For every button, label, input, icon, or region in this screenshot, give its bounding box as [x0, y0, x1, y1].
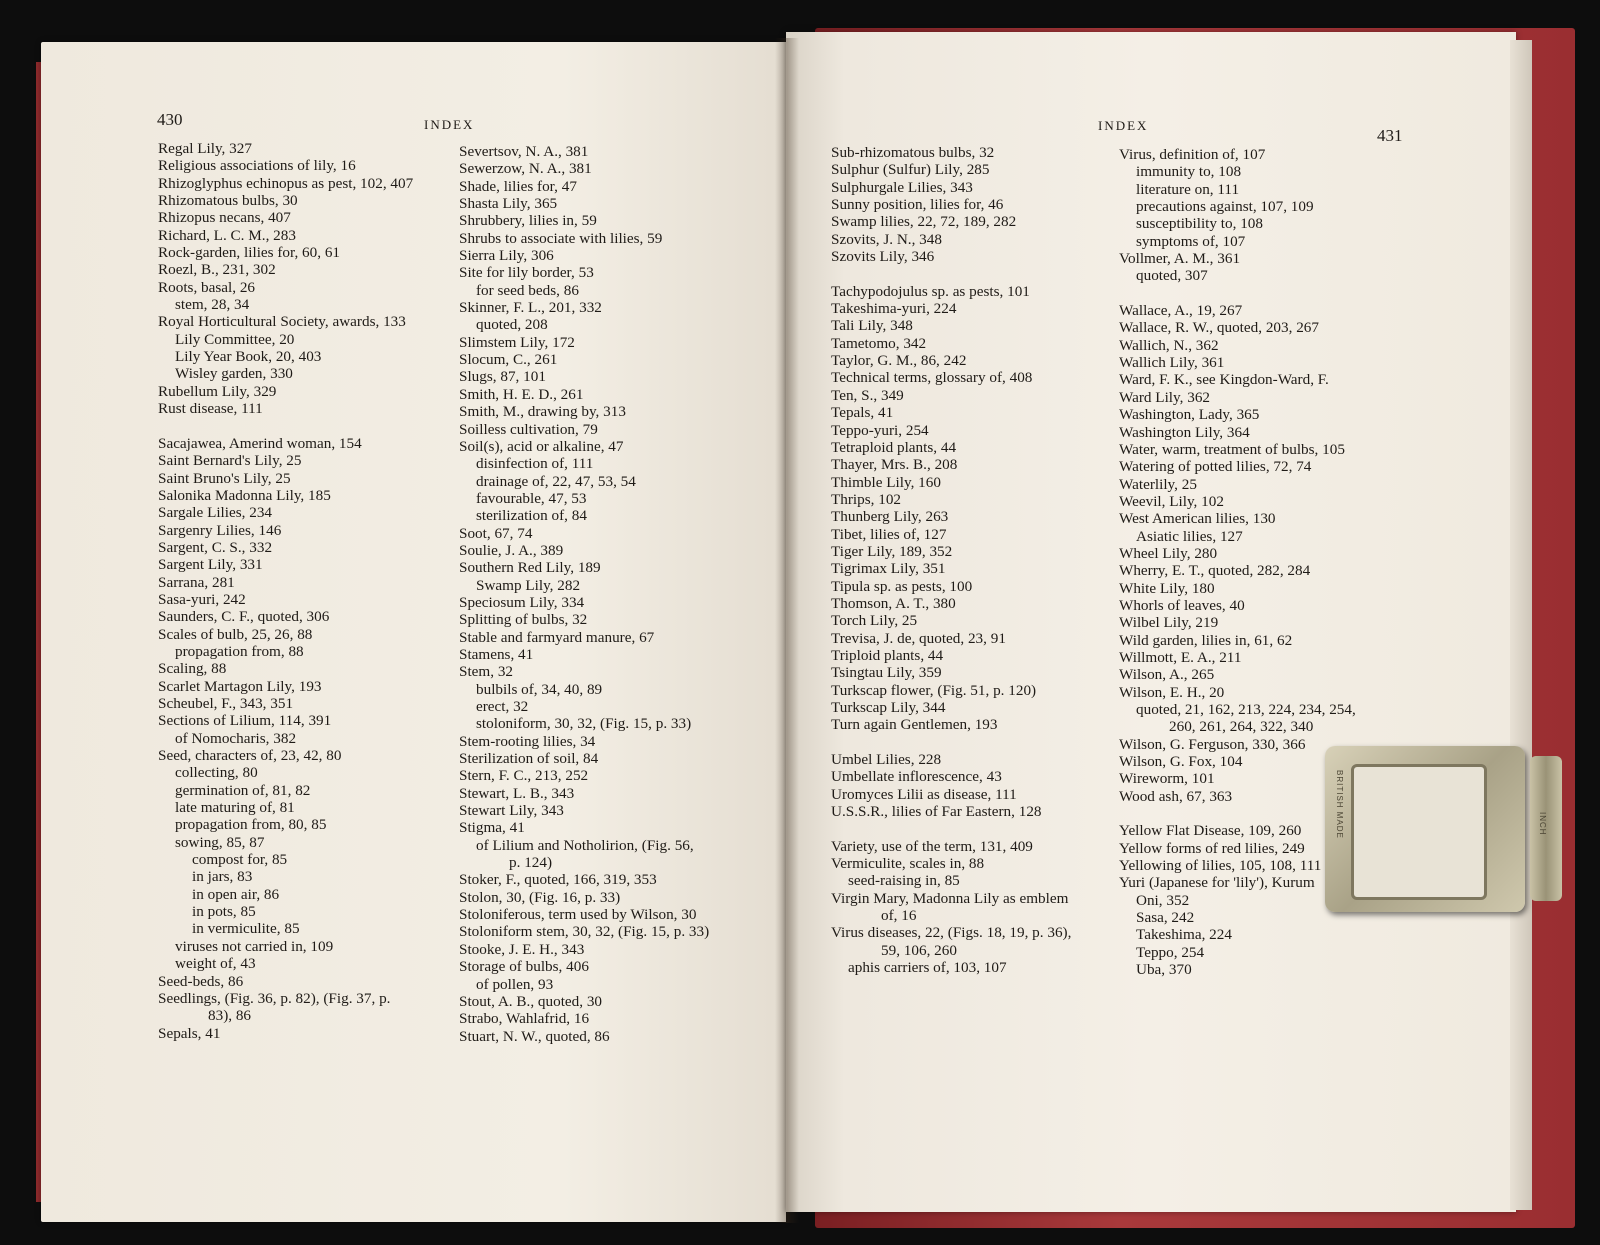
index-entry: Ward, F. K., see Kingdon-Ward, F.: [1119, 371, 1329, 389]
index-entry: germination of, 81, 82: [175, 781, 311, 799]
index-entry: immunity to, 108: [1136, 163, 1242, 181]
index-entry: Severtsov, N. A., 381: [459, 143, 589, 160]
index-entry: Turkscap Lily, 344: [831, 699, 946, 716]
index-entry: weight of, 43: [175, 955, 256, 973]
index-entry: Stable and farmyard manure, 67: [459, 628, 655, 646]
index-entry: Sierra Lily, 306: [459, 247, 554, 265]
index-entry: drainage of, 22, 47, 53, 54: [476, 472, 636, 490]
index-entry: Wild garden, lilies in, 61, 62: [1119, 631, 1293, 649]
index-entry: Stern, F. C., 213, 252: [459, 767, 589, 785]
page-number: 430: [157, 110, 183, 129]
index-entry: Stooke, J. E. H., 343: [459, 940, 585, 958]
index-entry: Tachypodojulus sp. as pests, 101: [831, 282, 1030, 300]
index-entry: Uba, 370: [1136, 961, 1192, 979]
index-entry: Sargenry Lilies, 146: [158, 521, 282, 539]
index-entry: Stoker, F., quoted, 166, 319, 353: [459, 871, 657, 889]
index-entry: Wilson, E. H., 20: [1119, 683, 1225, 701]
index-entry: Rhizoglyphus echinopus as pest, 102, 407: [158, 174, 414, 192]
index-entry: Wilson, G. Ferguson, 330, 366: [1119, 735, 1306, 753]
index-entry: Washington, Lady, 365: [1119, 406, 1260, 424]
index-entry: Scheubel, F., 343, 351: [158, 695, 294, 712]
index-entry: symptoms of, 107: [1136, 232, 1246, 250]
index-entry: Sacajawea, Amerind woman, 154: [158, 434, 362, 452]
index-entry: Szovits, J. N., 348: [831, 230, 942, 248]
index-entry: Teppo-yuri, 254: [831, 421, 929, 439]
index-entry: Stuart, N. W., quoted, 86: [459, 1027, 610, 1045]
index-entry: Yellow Flat Disease, 109, 260: [1119, 822, 1302, 840]
index-entry: disinfection of, 111: [476, 455, 594, 473]
index-entry: Smith, M., drawing by, 313: [459, 403, 626, 421]
index-entry: Shasta Lily, 365: [459, 195, 558, 213]
index-entry: Technical terms, glossary of, 408: [831, 369, 1033, 387]
index-entry: aphis carriers of, 103, 107: [848, 959, 1007, 977]
index-entry: quoted, 21, 162, 213, 224, 234, 254,: [1136, 701, 1356, 718]
index-entry: of pollen, 93: [476, 975, 554, 993]
index-entry: Scarlet Martagon Lily, 193: [158, 677, 322, 695]
loupe-hinge: [1530, 756, 1562, 901]
index-entry: in vermiculite, 85: [192, 920, 300, 938]
index-entry: Tsingtau Lily, 359: [831, 664, 942, 682]
index-column: [831, 144, 1071, 977]
running-head: INDEX: [1098, 118, 1149, 133]
index-entry: bulbils of, 34, 40, 89: [476, 680, 603, 698]
index-entry: Swamp lilies, 22, 72, 189, 282: [831, 213, 1017, 231]
index-entry: Sargale Lilies, 234: [158, 504, 273, 522]
index-entry: Southern Red Lily, 189: [459, 559, 601, 577]
right-page: [786, 32, 1516, 1212]
index-entry: Wisley garden, 330: [175, 365, 293, 383]
index-entry: Ten, S., 349: [831, 386, 904, 404]
index-entry: Uromyces Lilii as disease, 111: [831, 785, 1017, 803]
index-entry: Scales of bulb, 25, 26, 88: [158, 625, 313, 643]
index-entry: Sterilization of soil, 84: [459, 750, 599, 768]
index-entry: Water, warm, treatment of bulbs, 105: [1119, 440, 1345, 458]
index-entry: propagation from, 80, 85: [175, 816, 327, 834]
index-entry: quoted, 307: [1136, 267, 1208, 285]
index-entry: Virus, definition of, 107: [1119, 146, 1266, 163]
index-entry: Sulphurgale Lilies, 343: [831, 178, 973, 196]
index-entry: Slugs, 87, 101: [459, 368, 546, 386]
index-entry: Lily Committee, 20: [175, 330, 295, 348]
index-entry: Shrubbery, lilies in, 59: [459, 212, 597, 230]
index-entry: Saint Bernard's Lily, 25: [158, 452, 302, 470]
index-entry: Rhizomatous bulbs, 30: [158, 192, 298, 210]
index-entry: Rock-garden, lilies for, 60, 61: [158, 244, 341, 262]
index-entry: Tipula sp. as pests, 100: [831, 577, 973, 595]
index-entry: Tametomo, 342: [831, 334, 927, 352]
index-entry: Thimble Lily, 160: [831, 473, 941, 491]
index-entry: White Lily, 180: [1119, 579, 1215, 597]
index-entry: Shrubs to associate with lilies, 59: [459, 229, 663, 247]
index-entry: Tepals, 41: [831, 404, 894, 422]
index-entry: Wallich Lily, 361: [1119, 354, 1225, 372]
index-entry: Lily Year Book, 20, 403: [175, 348, 322, 366]
index-entry: Strabo, Wahlafrid, 16: [459, 1010, 590, 1028]
index-entry: Thomson, A. T., 380: [831, 594, 956, 612]
index-entry: Seed-beds, 86: [158, 972, 244, 990]
index-entry: Saint Bruno's Lily, 25: [158, 469, 291, 487]
index-entry: Asiatic lilies, 127: [1136, 527, 1243, 545]
index-entry: Salonika Madonna Lily, 185: [158, 486, 331, 504]
index-entry: Sarrana, 281: [158, 573, 235, 591]
index-gap: [1119, 805, 1356, 822]
index-entry: sowing, 85, 87: [175, 833, 265, 851]
index-entry: Sargent Lily, 331: [158, 556, 263, 574]
index-entry: Umbel Lilies, 228: [831, 751, 942, 769]
index-entry: quoted, 208: [476, 316, 548, 334]
index-entry: Stewart Lily, 343: [459, 802, 564, 820]
index-entry: Stem-rooting lilies, 34: [459, 732, 596, 750]
index-entry: Splitting of bulbs, 32: [459, 611, 588, 629]
index-entry: Wherry, E. T., quoted, 282, 284: [1119, 562, 1311, 580]
index-entry: Vollmer, A. M., 361: [1119, 250, 1241, 268]
index-entry: West American lilies, 130: [1119, 510, 1276, 528]
loupe-hinge-label: INCH: [1538, 812, 1547, 836]
index-entry: p. 124): [509, 854, 553, 872]
index-entry: Torch Lily, 25: [831, 612, 918, 630]
index-entry: Wallace, A., 19, 267: [1119, 302, 1243, 320]
index-entry: Slocum, C., 261: [459, 351, 558, 369]
index-entry: Oni, 352: [1136, 891, 1190, 909]
index-entry: Sasa-yuri, 242: [158, 590, 246, 608]
index-column: [158, 140, 413, 1042]
index-entry: of Lilium and Notholirion, (Fig. 56,: [476, 836, 694, 854]
index-gap: [158, 418, 413, 435]
index-entry: Stoloniferous, term used by Wilson, 30: [459, 906, 697, 924]
index-entry: Thrips, 102: [831, 490, 902, 508]
index-entry: Tetraploid plants, 44: [831, 438, 957, 456]
index-entry: Sections of Lilium, 114, 391: [158, 712, 332, 730]
index-entry: Richard, L. C. M., 283: [158, 226, 296, 244]
index-entry: Waterlily, 25: [1119, 475, 1197, 493]
index-entry: Sunny position, lilies for, 46: [831, 196, 1004, 214]
index-entry: Thayer, Mrs. B., 208: [831, 456, 958, 474]
index-entry: Wallich, N., 362: [1119, 336, 1219, 354]
index-entry: Sulphur (Sulfur) Lily, 285: [831, 161, 990, 179]
index-column: [1119, 146, 1356, 979]
index-entry: Sepals, 41: [158, 1024, 221, 1042]
index-entry: Smith, H. E. D., 261: [459, 385, 584, 403]
index-entry: sterilization of, 84: [476, 507, 587, 525]
index-entry: Regal Lily, 327: [158, 140, 252, 157]
index-entry: Umbellate inflorescence, 43: [831, 768, 1002, 786]
book-gutter: [775, 38, 799, 1223]
magnifier-loupe: [1325, 746, 1525, 912]
index-entry: stoloniform, 30, 32, (Fig. 15, p. 33): [476, 715, 692, 733]
index-entry: Wheel Lily, 280: [1119, 544, 1218, 562]
index-gap: [831, 734, 1071, 751]
index-entry: Tiger Lily, 189, 352: [831, 542, 953, 560]
index-entry: Stigma, 41: [459, 819, 525, 837]
index-gap: [831, 820, 1071, 837]
index-entry: Seed, characters of, 23, 42, 80: [158, 747, 342, 765]
index-entry: Speciosum Lily, 334: [459, 593, 585, 611]
index-entry: Religious associations of lily, 16: [158, 157, 356, 175]
index-entry: Royal Horticultural Society, awards, 133: [158, 313, 406, 331]
index-entry: Swamp Lily, 282: [476, 576, 581, 594]
index-entry: Vermiculite, scales in, 88: [831, 855, 985, 873]
index-entry: Yellowing of lilies, 105, 108, 111: [1119, 857, 1322, 875]
index-entry: Stamens, 41: [459, 645, 534, 663]
index-entry: Storage of bulbs, 406: [459, 958, 589, 976]
index-entry: Stolon, 30, (Fig. 16, p. 33): [459, 888, 621, 906]
index-entry: Szovits Lily, 346: [831, 248, 935, 266]
index-entry: Wallace, R. W., quoted, 203, 267: [1119, 319, 1319, 337]
index-entry: Washington Lily, 364: [1119, 423, 1250, 441]
index-entry: Shade, lilies for, 47: [459, 177, 577, 195]
index-entry: stem, 28, 34: [175, 296, 250, 314]
index-entry: Roots, basal, 26: [158, 278, 256, 296]
index-entry: Sargent, C. S., 332: [158, 538, 273, 556]
index-entry: Saunders, C. F., quoted, 306: [158, 608, 330, 626]
index-entry: erect, 32: [476, 698, 529, 715]
index-entry: Willmott, E. A., 211: [1119, 648, 1242, 666]
index-entry: Seedlings, (Fig. 36, p. 82), (Fig. 37, p.: [158, 989, 391, 1007]
index-entry: Tigrimax Lily, 351: [831, 560, 946, 578]
index-entry: of, 16: [881, 907, 917, 925]
index-entry: Thunberg Lily, 263: [831, 508, 949, 526]
index-entry: precautions against, 107, 109: [1136, 198, 1314, 216]
index-entry: Watering of potted lilies, 72, 74: [1119, 458, 1312, 476]
page-edges: [1510, 40, 1532, 1210]
index-entry: Whorls of leaves, 40: [1119, 596, 1245, 614]
index-entry: Sub-rhizomatous bulbs, 32: [831, 144, 995, 161]
index-entry: Rust disease, 111: [158, 400, 263, 418]
index-entry: compost for, 85: [192, 851, 288, 869]
index-entry: Variety, use of the term, 131, 409: [831, 837, 1033, 855]
index-entry: Soil(s), acid or alkaline, 47: [459, 437, 624, 455]
index-entry: Virgin Mary, Madonna Lily as emblem: [831, 889, 1069, 907]
index-entry: Yuri (Japanese for 'lily'), Kurum: [1119, 874, 1315, 892]
index-entry: Takeshima, 224: [1136, 926, 1232, 944]
index-entry: collecting, 80: [175, 764, 258, 782]
index-entry: Sasa, 242: [1136, 909, 1195, 927]
index-entry: Triploid plants, 44: [831, 646, 944, 664]
index-entry: Teppo, 254: [1136, 943, 1205, 961]
index-column: [459, 143, 709, 1045]
loupe-label: BRITISH MADE: [1335, 770, 1344, 839]
index-entry: Weevil, Lily, 102: [1119, 492, 1224, 510]
index-entry: Wilbel Lily, 219: [1119, 614, 1219, 632]
index-entry: Ward Lily, 362: [1119, 388, 1211, 406]
index-entry: Tibet, lilies of, 127: [831, 525, 947, 543]
index-entry: Soilless cultivation, 79: [459, 420, 598, 438]
page-number: 431: [1377, 126, 1403, 145]
index-entry: Takeshima-yuri, 224: [831, 300, 957, 318]
index-entry: Rhizopus necans, 407: [158, 209, 291, 227]
index-entry: literature on, 111: [1136, 180, 1240, 198]
index-entry: Stoloniform stem, 30, 32, (Fig. 15, p. 33): [459, 923, 710, 941]
index-entry: 59, 106, 260: [881, 941, 957, 959]
index-entry: U.S.S.R., lilies of Far Eastern, 128: [831, 803, 1042, 821]
index-gap: [831, 265, 1071, 282]
index-entry: Stout, A. B., quoted, 30: [459, 992, 603, 1010]
index-entry: susceptibility to, 108: [1136, 215, 1263, 233]
index-entry: Wireworm, 101: [1119, 770, 1215, 788]
index-entry: of Nomocharis, 382: [175, 729, 297, 747]
index-entry: Site for lily border, 53: [459, 264, 594, 282]
index-entry: 83), 86: [208, 1007, 252, 1025]
index-entry: favourable, 47, 53: [476, 489, 587, 507]
index-entry: Skinner, F. L., 201, 332: [459, 299, 602, 317]
left-page: [41, 42, 786, 1222]
index-entry: Stewart, L. B., 343: [459, 784, 575, 802]
loupe-lens: [1351, 764, 1487, 900]
index-entry: Rubellum Lily, 329: [158, 382, 277, 400]
index-entry: for seed beds, 86: [476, 281, 579, 299]
index-entry: Taylor, G. M., 86, 242: [831, 352, 967, 370]
index-entry: Sewerzow, N. A., 381: [459, 160, 592, 178]
index-entry: Soulie, J. A., 389: [459, 541, 564, 559]
running-head: INDEX: [424, 117, 475, 132]
index-gap: [1119, 285, 1356, 302]
index-entry: Yellow forms of red lilies, 249: [1119, 839, 1305, 857]
index-entry: Wood ash, 67, 363: [1119, 787, 1233, 805]
index-entry: Tali Lily, 348: [831, 317, 913, 335]
index-entry: seed-raising in, 85: [848, 872, 960, 890]
index-entry: in open air, 86: [192, 885, 280, 903]
index-entry: Wilson, G. Fox, 104: [1119, 753, 1243, 771]
index-entry: viruses not carried in, 109: [175, 937, 334, 955]
index-entry: Trevisa, J. de, quoted, 23, 91: [831, 629, 1006, 647]
index-entry: Soot, 67, 74: [459, 524, 533, 542]
index-entry: Scaling, 88: [158, 660, 227, 678]
index-entry: Roezl, B., 231, 302: [158, 261, 276, 279]
index-entry: Slimstem Lily, 172: [459, 333, 575, 351]
index-entry: late maturing of, 81: [175, 799, 295, 817]
index-entry: in jars, 83: [192, 868, 253, 886]
index-entry: 260, 261, 264, 322, 340: [1169, 718, 1314, 736]
index-entry: Turn again Gentlemen, 193: [831, 716, 998, 734]
index-entry: Stem, 32: [459, 663, 514, 681]
index-entry: Turkscap flower, (Fig. 51, p. 120): [831, 681, 1037, 699]
index-entry: Wilson, A., 265: [1119, 666, 1215, 684]
index-entry: in pots, 85: [192, 903, 256, 921]
index-entry: propagation from, 88: [175, 642, 304, 660]
index-entry: Virus diseases, 22, (Figs. 18, 19, p. 36),: [831, 924, 1072, 942]
